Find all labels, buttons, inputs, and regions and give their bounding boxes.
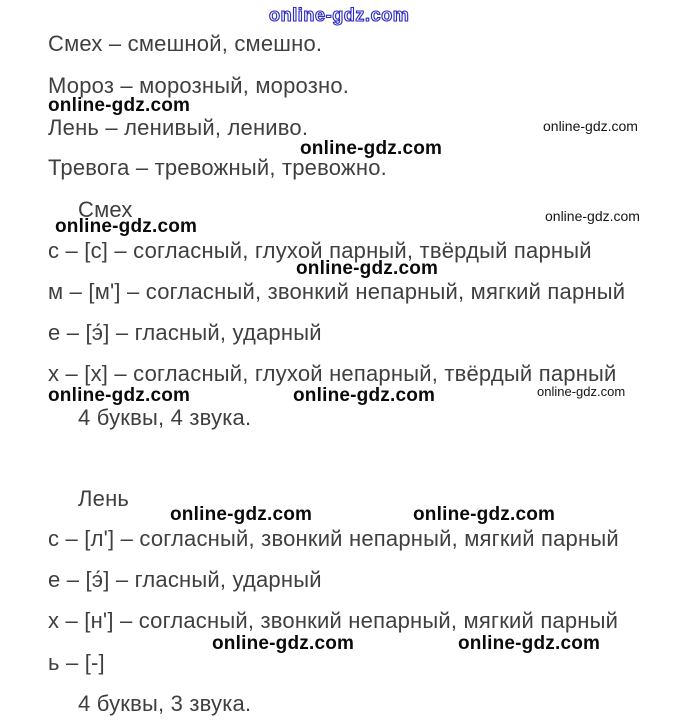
watermark-online-gdz: online-gdz.com: [413, 504, 556, 525]
letters-sounds-summary: 4 буквы, 4 звука.: [78, 405, 252, 430]
watermark-online-gdz: online-gdz.com: [537, 384, 626, 399]
word-pair-line: Мороз – морозный, морозно.: [48, 73, 350, 98]
phonetic-line: х – [н'] – согласный, звонкий непарный, мягкий парный: [48, 608, 619, 633]
word-pair-line: Лень – ленивый, лениво.: [48, 115, 309, 140]
phonetic-line: м – [м'] – согласный, звонкий непарный, мягкий парный: [48, 279, 626, 304]
heading-word-len: Лень: [78, 486, 130, 511]
phonetic-line: е – [э́] – гласный, ударный: [48, 320, 322, 345]
watermark-online-gdz: online-gdz.com: [293, 385, 436, 406]
watermark-online-gdz: online-gdz.com: [458, 633, 601, 654]
watermark-online-gdz: online-gdz.com: [300, 138, 443, 159]
watermark-online-gdz: online-gdz.com: [296, 258, 439, 279]
word-pair-line: Смех – смешной, смешно.: [48, 31, 323, 56]
phonetic-line: х – [х] – согласный, глухой непарный, твёрдый парный: [48, 361, 617, 386]
heading-word-smeh: Смех: [78, 197, 133, 222]
watermark-online-gdz: online-gdz.com: [212, 633, 355, 654]
watermark-online-gdz: online-gdz.com: [543, 118, 638, 134]
watermark-online-gdz: online-gdz.com: [545, 208, 640, 224]
letters-sounds-summary: 4 буквы, 3 звука.: [78, 691, 252, 716]
phonetic-line: ь – [-]: [48, 650, 105, 675]
phonetic-line: с – [л'] – согласный, звонкий непарный, мягкий парный: [48, 526, 619, 551]
watermark-online-gdz-blue: online-gdz.com: [269, 5, 410, 25]
phonetic-line: е – [э́] – гласный, ударный: [48, 567, 322, 592]
watermark-online-gdz: online-gdz.com: [170, 504, 313, 525]
watermark-online-gdz: online-gdz.com: [48, 95, 191, 116]
watermark-online-gdz: online-gdz.com: [55, 216, 198, 237]
phonetic-line: с – [с] – согласный, глухой парный, твёрдый парный: [48, 238, 592, 263]
watermark-online-gdz: online-gdz.com: [48, 385, 191, 406]
word-pair-line: Тревога – тревожный, тревожно.: [48, 155, 387, 180]
